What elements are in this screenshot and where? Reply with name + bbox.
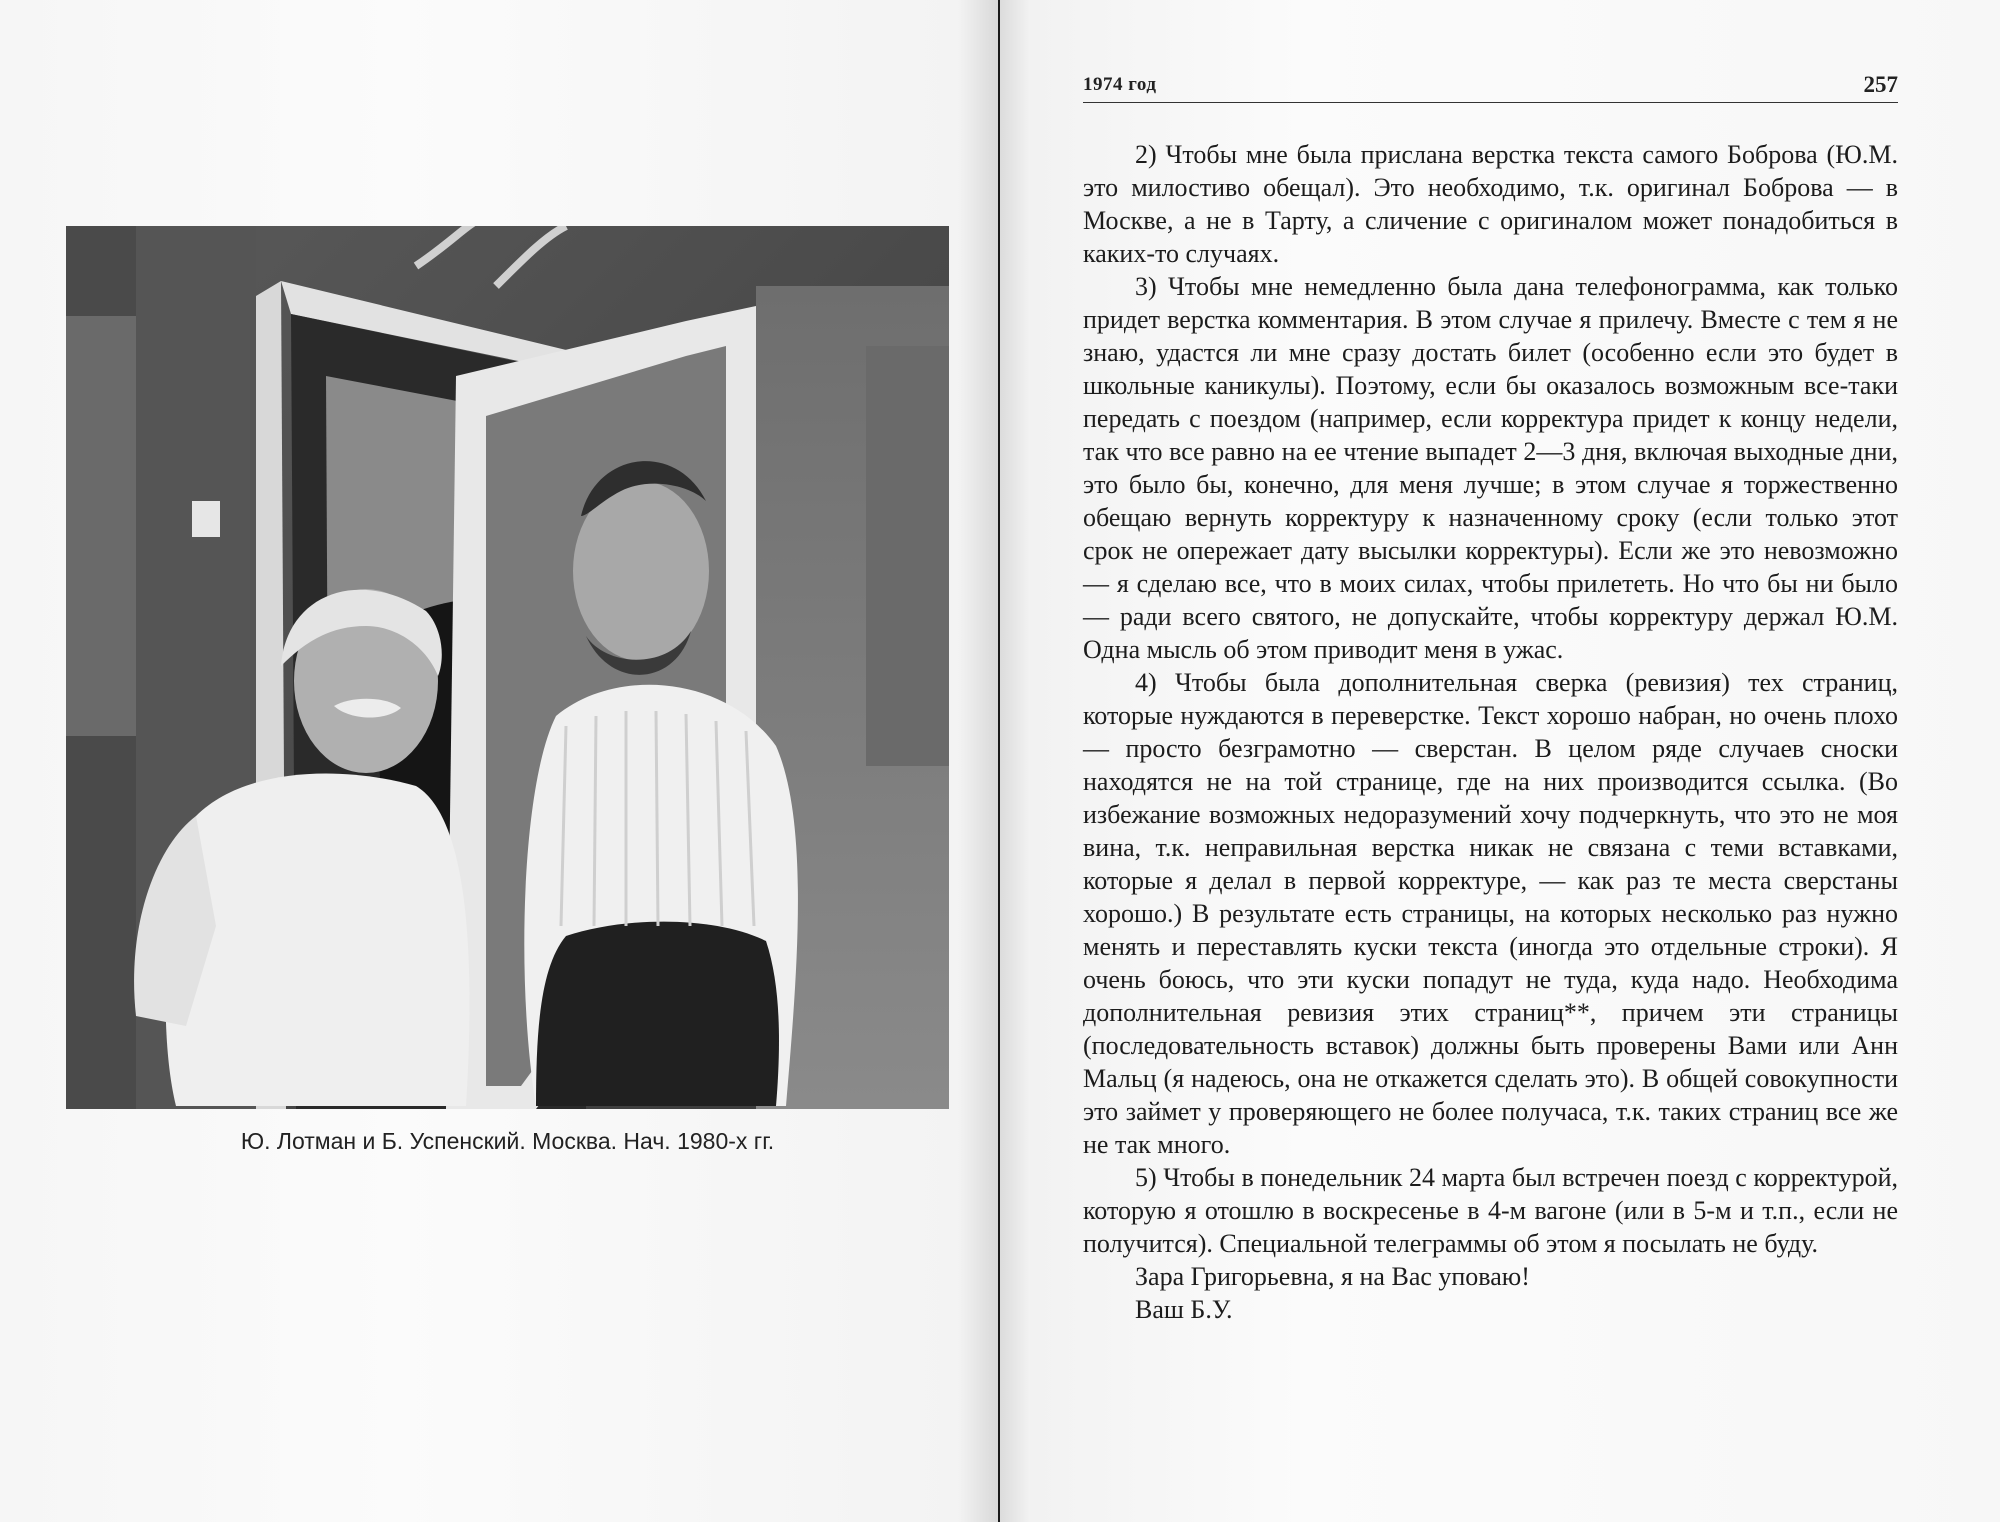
- paragraph-3: 3) Чтобы мне немедленно была дана телефонограмма, как только придет верстка комментария. В этом случае я прилечу. Вместе с тем я не знаю, удастся ли мне сразу достать билет (особенно если это будет в школьные каникулы). Поэтому, если бы оказалось возможным все-таки передать с поездом (например, если корректура придет к концу недели, так что все равно на ее чтение выпадет 2—3 дня, включая выходные дни, это было бы, конечно, для меня лучше; в этом случае я торжественно обещаю вернуть корректуру к назначенному сроку (если только этот срок не опережает дату высылки корректуры). Если же это невозможно — я сделаю все, что в моих силах, чтобы прилететь. Но что бы ни было — ради всего святого, не допускайте, чтобы корректуру держал Ю.М. Одна мысль об этом приводит меня в ужас.: [1083, 272, 1898, 664]
- body-text: [1083, 138, 1898, 1326]
- running-head-year: 1974 год: [1083, 74, 1157, 95]
- running-head: [1083, 68, 1898, 103]
- left-page: [0, 0, 998, 1522]
- photo-illustration: [66, 226, 949, 1109]
- paragraph-2: 2) Чтобы мне была прислана верстка текста самого Боброва (Ю.М. это милостиво обещал). Это необходимо, т.к. оригинал Боброва — в Москве, а не в Тарту, а сличение с оригиналом может понадобиться в каких-то случаях.: [1083, 140, 1898, 268]
- paragraph-5: 5) Чтобы в понедельник 24 марта был встречен поезд с корректурой, которую я отошлю в воскресенье в 4-м вагоне (или в 5-м и т.п., если не получится). Специальной телеграммы об этом я посылать не буду.: [1083, 1163, 1898, 1258]
- paragraph-4: 4) Чтобы была дополнительная сверка (ревизия) тех страниц, которые нуждаются в переверстке. Текст хорошо набран, но очень плохо — просто безграмотно — сверстан. В целом ряде случаев сноски находятся не на той странице, где на них производится ссылка. (Во избежание возможных недоразумений хочу подчеркнуть, что это не моя вина, т.к. неправильная верстка никак не связана с теми вставками, которые я делал в первой корректуре, — как раз те места сверстаны хорошо.) В результате есть страницы, на которых несколько раз нужно менять и переставлять куски текста (иногда это отдельные строки). Я очень боюсь, что эти куски попадут не туда, куда надо. Необходима дополнительная ревизия этих страниц**, причем эти страницы (последовательность вставок) должны быть проверены Вами или Анн Мальц (я надеюсь, она не откажется сделать это). В общей совокупности это займет у проверяющего не более получаса, т.к. таких страниц все же не так много.: [1083, 668, 1898, 1159]
- closing-line: Зара Григорьевна, я на Вас уповаю!: [1135, 1262, 1530, 1291]
- right-page: [1000, 0, 2000, 1522]
- signature: Ваш Б.У.: [1135, 1295, 1233, 1324]
- photo-caption: Ю. Лотман и Б. Успенский. Москва. Нач. 1980-х гг.: [240, 1128, 775, 1154]
- photograph: [66, 226, 949, 1109]
- page-number: 257: [1863, 72, 1898, 97]
